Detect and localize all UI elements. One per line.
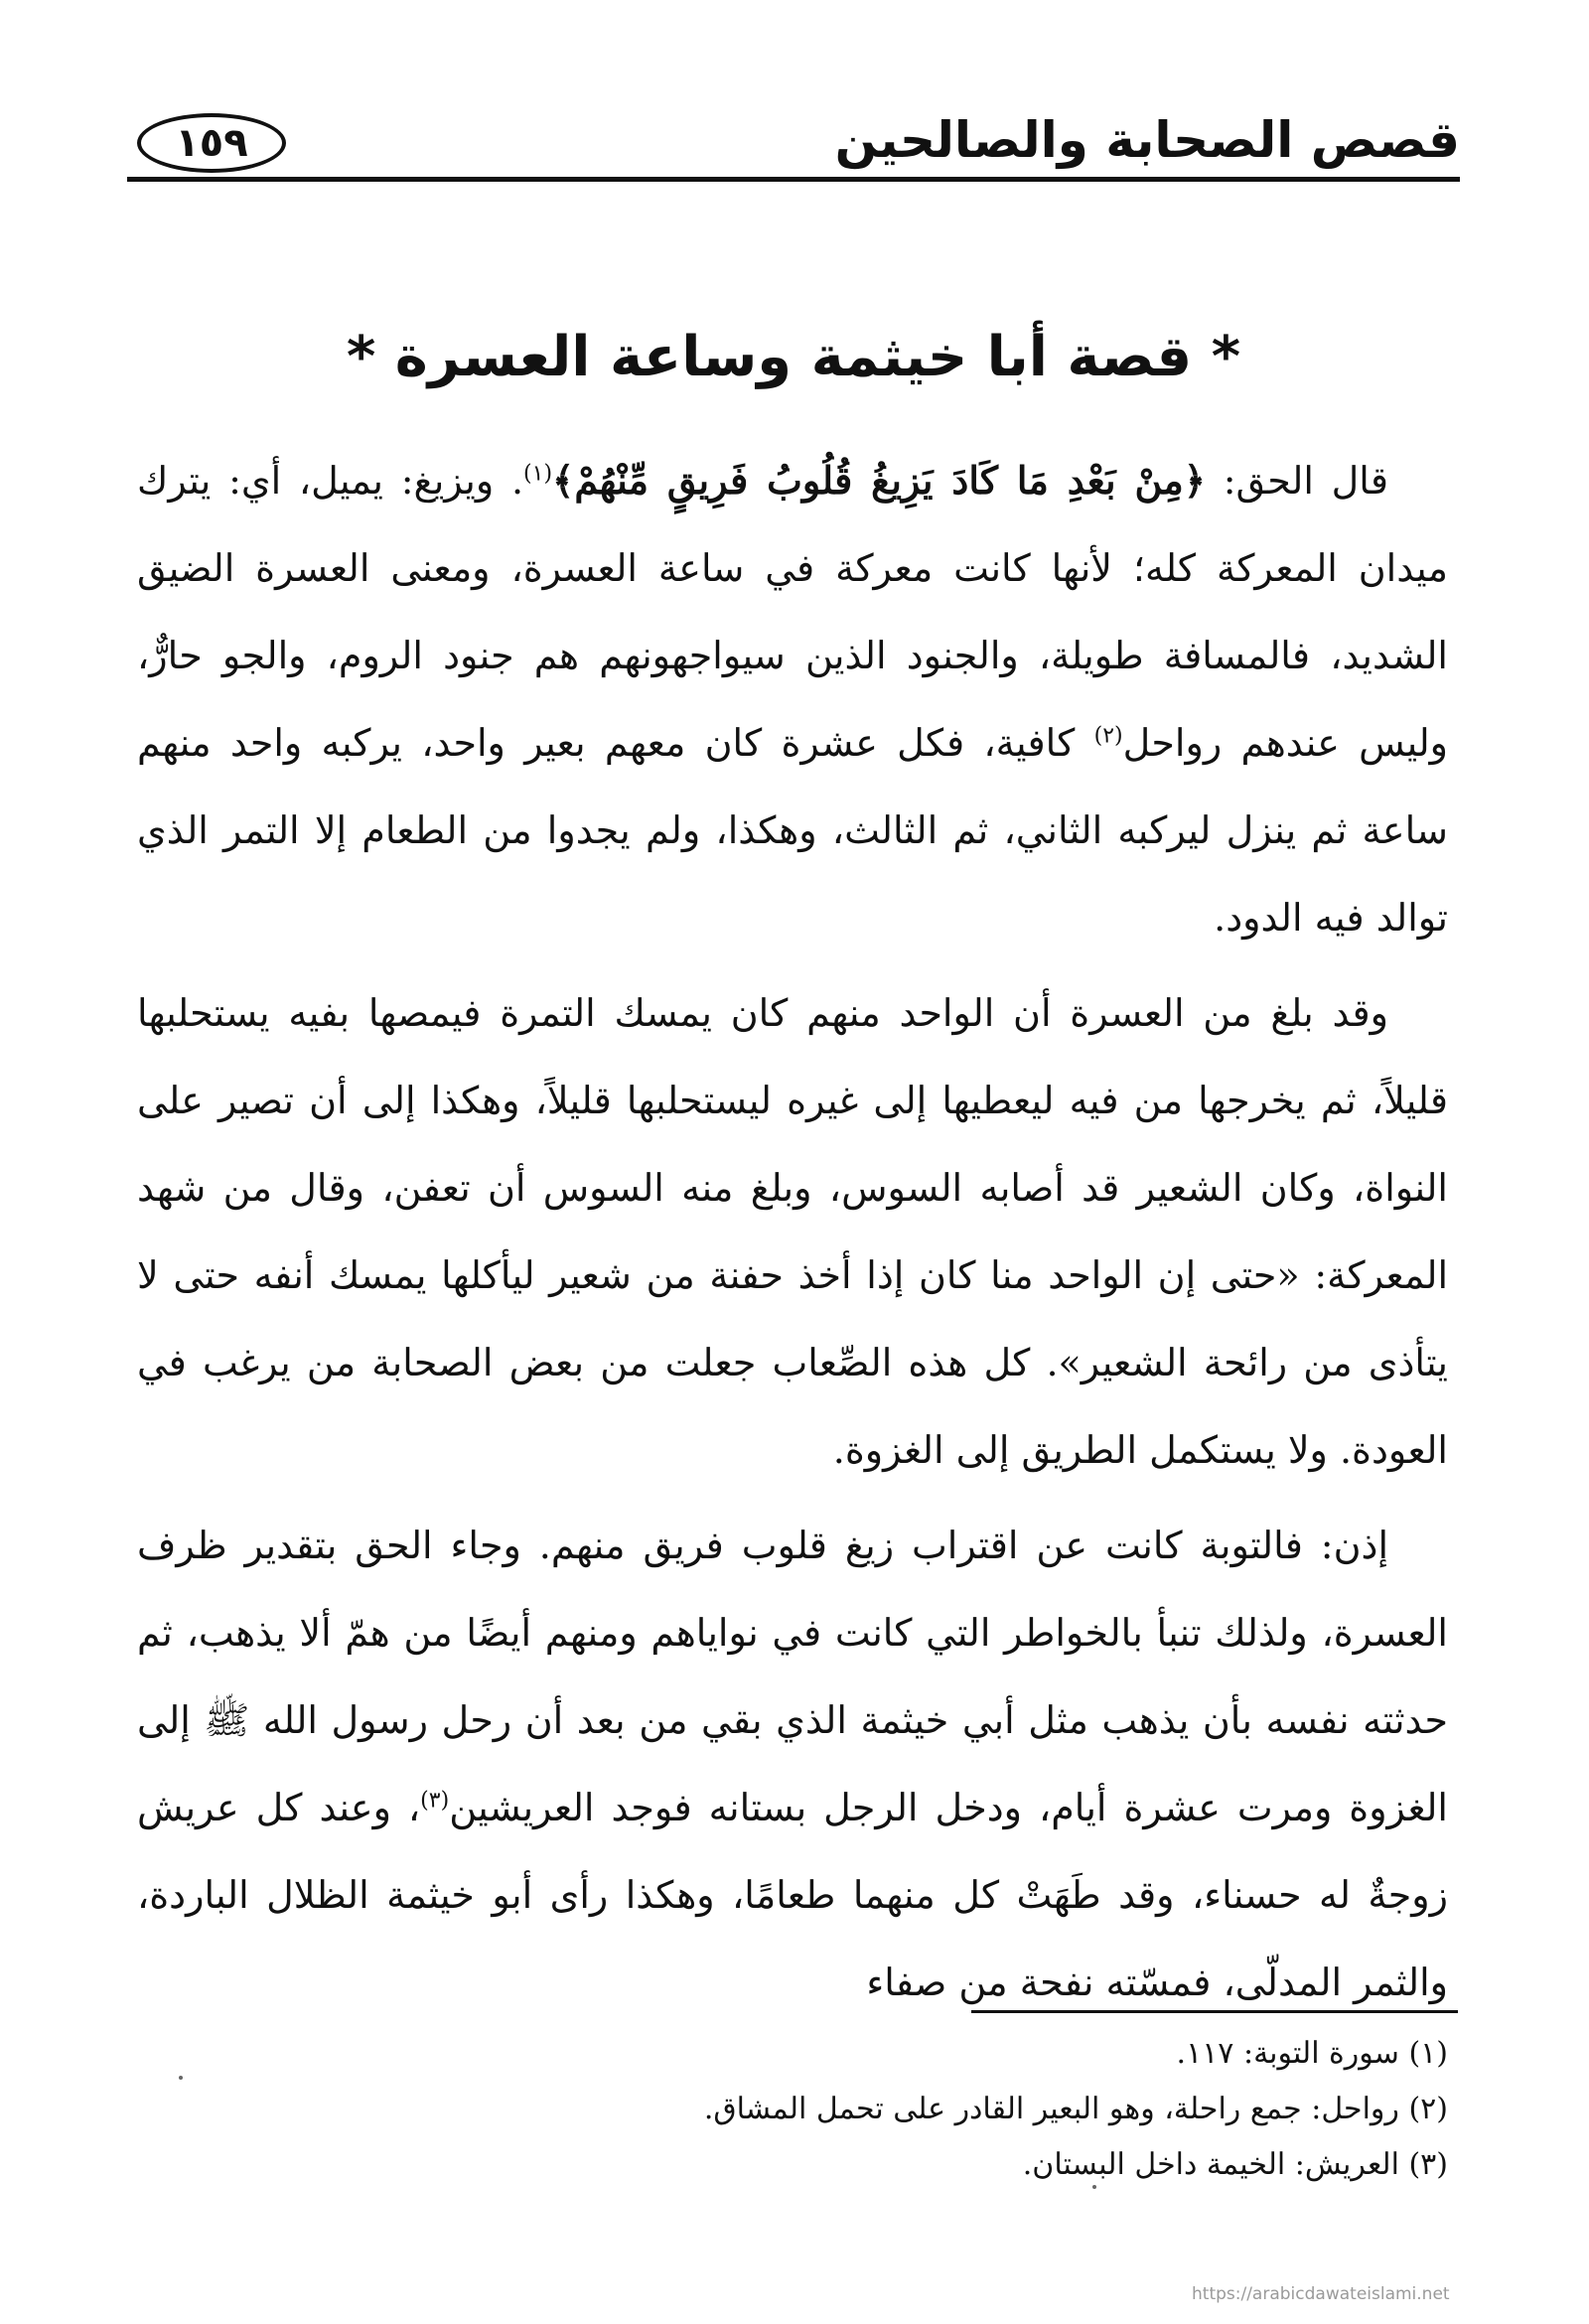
header-rule bbox=[127, 177, 1460, 182]
paragraph-1-text-a: . ويزيغ: يميل، أي: يترك ميدان المعركة كله؛ لأنها كانت معركة في ساعة العسرة، ومعنى العسرة الضيق الشديد، فالمسافة طويلة، والجنود الذين سيواجهونهم هم جنود الروم، والجو حارٌّ، وليس عندهم رواحل bbox=[137, 459, 1448, 765]
running-title: قصص الصحابة والصالحين bbox=[834, 111, 1460, 169]
footnote-ref-2: (٢) bbox=[1093, 723, 1123, 749]
footnote-ref-3: (٣) bbox=[420, 1788, 450, 1814]
body-text bbox=[137, 437, 1448, 2026]
scan-speck bbox=[179, 2076, 183, 2080]
paragraph-3 bbox=[137, 1502, 1448, 2026]
quran-verse: ﴿مِنْ بَعْدِ مَا كَادَ يَزِيغُ قُلُوبُ فَرِيقٍ مِّنْهُمْ﴾ bbox=[552, 458, 1206, 503]
page-header bbox=[127, 99, 1460, 189]
footnotes bbox=[137, 2026, 1448, 2193]
scan-speck bbox=[1092, 2185, 1096, 2189]
footnote-3: (٣) العريش: الخيمة داخل البستان. bbox=[1022, 2147, 1448, 2182]
paragraph-3-text-a: إذن: فالتوبة كانت عن اقتراب زيغ قلوب فريق منهم. وجاء الحق بتقدير ظرف العسرة، ولذلك تنبأ بالخواطر التي كانت في نواياهم ومنهم أيضًا من همّ ألا يذهب، ثم حدثته نفسه بأن يذهب مثل أبي خيثمة الذي بقي من بعد أن رحل رسول الله ﷺ إلى الغزوة ومرت عشرة أيام، ودخل الرجل بستانه فوجد العريشين bbox=[137, 1524, 1448, 1829]
source-watermark: https://arabicdawateislami.net bbox=[1192, 2284, 1450, 2304]
footnote-1: (١) سورة التوبة: ١١٧. bbox=[1176, 2036, 1448, 2071]
footnote-2: (٢) رواحل: جمع راحلة، وهو البعير القادر على تحمل المشاق. bbox=[703, 2092, 1448, 2126]
page-number: ١٥٩ bbox=[175, 120, 248, 166]
paragraph-1-lead: قال الحق: bbox=[1206, 459, 1388, 503]
page-number-badge bbox=[137, 113, 286, 173]
paragraph-3-text-b: ، وعند كل عريش زوجةٌ له حسناء، وقد طَهَتْ كل منهما طعامًا، وهكذا رأى أبو خيثمة الظلال الباردة، والثمر المدلّى، فمسّته نفحة من صفاء bbox=[137, 1786, 1448, 2004]
chapter-title: * قصة أبا خيثمة وساعة العسرة * bbox=[346, 325, 1241, 389]
footnote-rule bbox=[971, 2010, 1458, 2013]
paragraph-1 bbox=[137, 437, 1448, 961]
paragraph-1-text-b: كافية، فكل عشرة كان معهم بعير واحد، يركبه واحد منهم ساعة ثم ينزل ليركبه الثاني، ثم الثالث، وهكذا، ولم يجدوا من الطعام إلا التمر الذي توالد فيه الدود. bbox=[137, 721, 1448, 940]
paragraph-2: وقد بلغ من العسرة أن الواحد منهم كان يمسك التمرة فيمصها بفيه يستحلبها قليلاً، ثم يخرجها من فيه ليعطيها إلى غيره ليستحلبها قليلاً، وهكذا إلى أن تصير على النواة، وكان الشعير قد أصابه السوس، وبلغ منه السوس أن تعفن، وقال من شهد المعركة: «حتى إن الواحد منا كان إذا أخذ حفنة من شعير ليأكلها يمسك أنفه حتى لا يتأذى من رائحة الشعير». كل هذه الصِّعاب جعلت من بعض الصحابة من يرغب في العودة. ولا يستكمل الطريق إلى الغزوة. bbox=[137, 991, 1448, 1472]
footnote-ref-1: (١) bbox=[523, 461, 553, 487]
